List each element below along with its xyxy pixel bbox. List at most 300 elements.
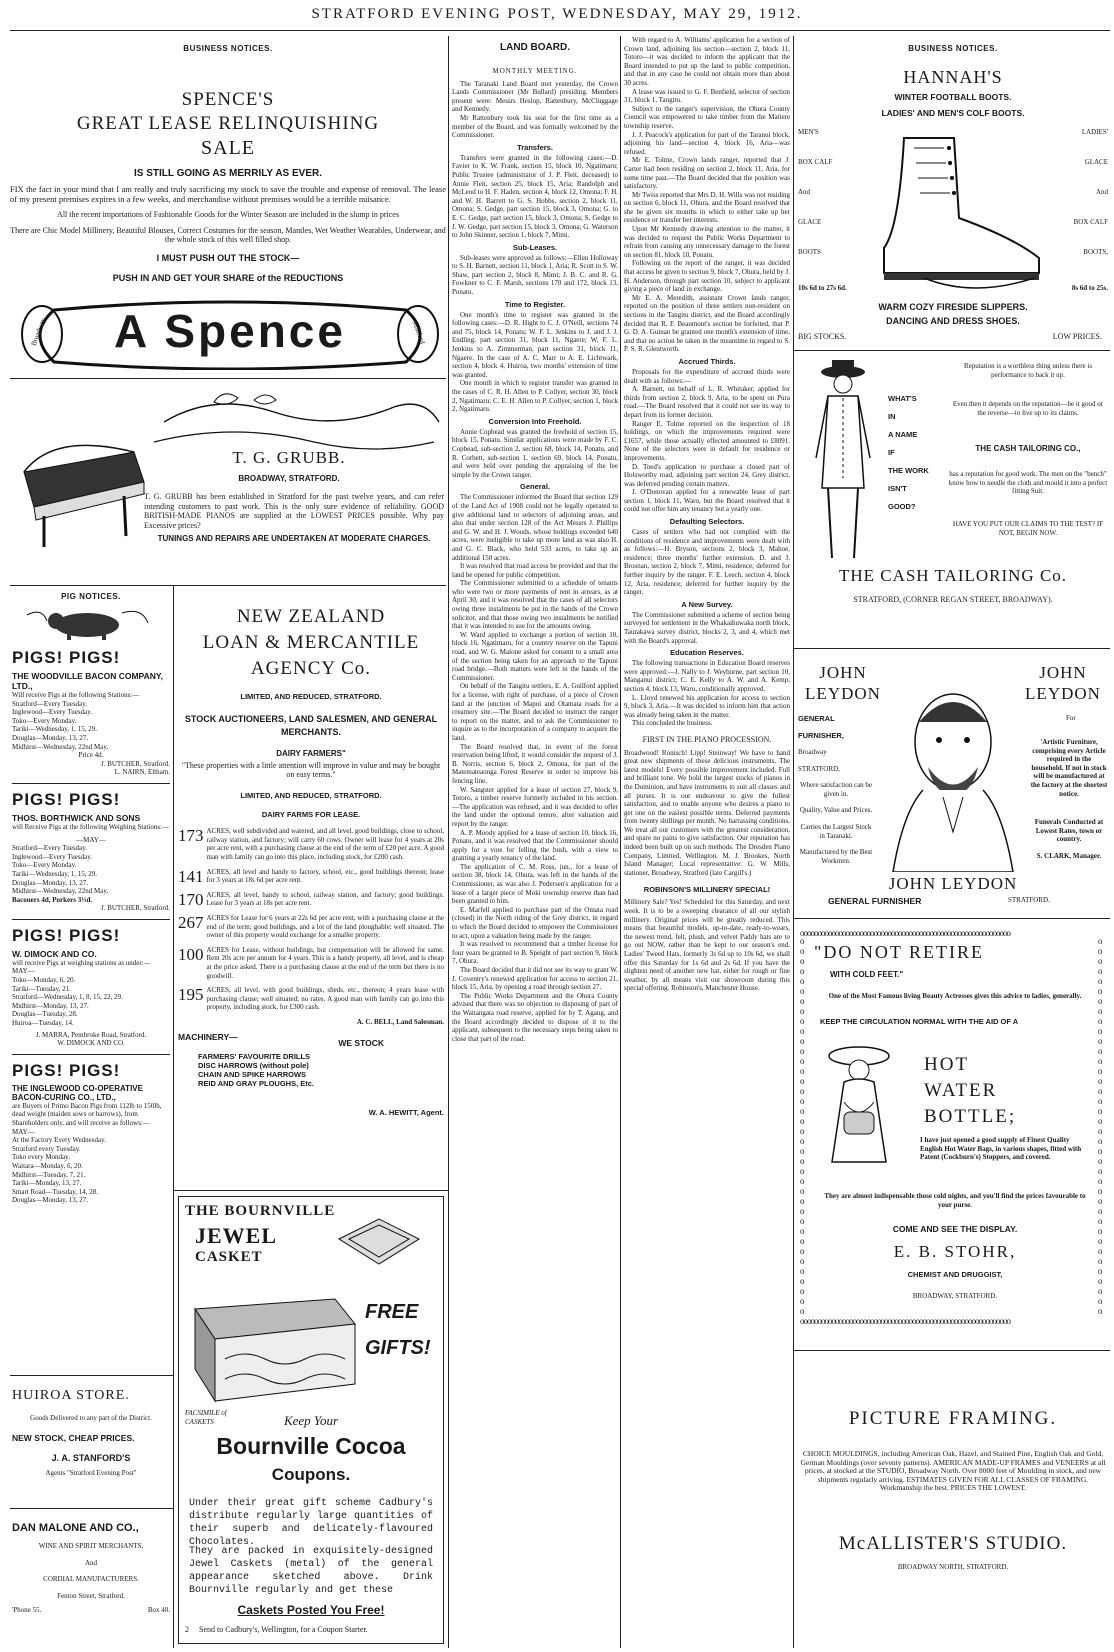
cash-rep: Even then it depends on the reputation—be it good or the reverse—to live up to its claims.: [952, 400, 1104, 417]
chain-link-icon: ο: [800, 1186, 805, 1196]
hannah-dancing: DANCING AND DRESS SHOES.: [886, 316, 1020, 326]
landboard-paragraph: Annie Copbead was granted the freehold of section 15, block 15, Ponatu. Similar applications were made by F. C. Copbead, sub-section 2, section 68, block 14, Ponatu, and R. Corbett, sub-section 1, section 69, block 14, Ponatu, and were held over pending the appraising of the fee simple by the Crown ranger.: [452, 427, 618, 479]
pig-block: [12, 648, 170, 777]
section-header: BUSINESS NOTICES.: [908, 44, 998, 53]
chain-link-icon: ο: [800, 1116, 805, 1126]
lot-item: [178, 891, 444, 908]
masthead: STRATFORD EVENING POST, WEDNESDAY, MAY 29, 1912.: [311, 6, 803, 22]
framing-advert: [798, 1356, 1108, 1646]
pig-line: Douglas—Monday, 13, 27.: [12, 1196, 88, 1205]
pig-line: Toko—Every Monday.: [12, 716, 77, 725]
section-header: PIG NOTICES.: [61, 592, 121, 601]
landboard-paragraph: With regard to A. Williams' application for a section of Crown land, adjoining his section—section 2, block 11, Totoro—it was decided to inform the applicant that the Board intended to put up the land to public competition, and that in any case he could not obtain more than about 30 acres.: [624, 36, 790, 87]
chain-link-icon: ο: [800, 1156, 805, 1166]
chain-link-icon: ο: [800, 1096, 805, 1106]
bournville-title: JEWEL: [195, 1223, 278, 1248]
landboard-paragraph: Mr E. A. Meredith, assistant Crown lands ranger, reported on the position of three settlers non-resident on sections in the Tangitu district, and the Board accordingly decided that R. F. Beaumont's section be forfeited, that P. G. D. A. Guinan be granted one month's extension of time, and that no action be taken in the meantime in regard to S. P. S. R. Glentworth.: [624, 293, 790, 354]
chain-link-icon: ο: [1098, 1266, 1103, 1276]
chain-link-icon: ο: [1098, 1056, 1103, 1066]
pig-line: Tariki—Wednesday, 1, 15, 29.: [12, 869, 98, 878]
nzloan-quote: "These properties with a little attention will improve in value and may be bought on easy terms.": [181, 761, 441, 779]
pig-block-body: Will receive Pigs at the following Stations:—: [12, 691, 140, 699]
hannah-left-labels: [798, 128, 858, 278]
stohr-essential: They are almost indispensable those cold nights, and you'll find the prices favourable to your purse.: [824, 1192, 1086, 1209]
hannah-low: LOW PRICES.: [1052, 332, 1102, 341]
page-number: 2: [185, 1625, 189, 1634]
casket-icon: [329, 1209, 429, 1279]
chain-link-icon: ο: [1098, 1296, 1103, 1306]
landboard-paragraph: W. Ward applied to exchange a portion of section 10, block 16, Ngatimaru, for a country reserve on the Tapuni road, and W. G. Malone asked for consent to a small area of the section being taken for an approach to the Tapuni road bridge.—Both matters were left in the hands of the Commissioner.: [452, 630, 618, 682]
stohr-advert: [800, 922, 1106, 1332]
lot-acres: 195: [178, 985, 204, 1005]
chain-link-icon: ο: [800, 956, 805, 966]
lot-acres: 170: [178, 889, 204, 909]
chain-link-icon: ο: [800, 1256, 805, 1266]
bournville-para: Under their great gift scheme Cadbury's distribute regularly large quantities of their superb and delicately-flavoured Chocolates.: [189, 1498, 433, 1548]
pig-line: Tariki—Monday, 13, 27.: [12, 1179, 82, 1188]
spence-subtitle: IS STILL GOING AS MERRILY AS EVER.: [134, 168, 322, 179]
spence-para: There are Chic Model Millinery, Beautiful Blouses, Correct Costumes for the season, Mantles, Wet Weather Wearables, Underwear, and the whole stock of this well filled shop.: [10, 225, 446, 244]
hannah-label: And: [798, 188, 811, 196]
pig-line: Waitara—Monday, 6, 20.: [12, 1161, 83, 1170]
landboard-paragraph: The Board resolved that, in event of the forest reservation being lifted, it would consider the request of J. B. Norris, section 6, block 2, Omona, for part of the Matemateaonga Forest Reserve in order to improve his fencing line.: [452, 742, 618, 785]
hannah-label: BOX CALF: [1073, 218, 1108, 226]
pig-block: [12, 790, 170, 913]
landboard-paragraph: Upon Mr Kennedy drawing attention to the matter, it was decided to request the Public Works Department to refrain from causing any unnecessary damage to the forest on section 81, block 10, Ponatu.: [624, 225, 790, 259]
chain-link-icon: ο: [800, 976, 805, 986]
pig-line: Stratford every Tuesday.: [12, 1144, 81, 1153]
chain-link-icon: ο: [1098, 1286, 1103, 1296]
section-rule: [10, 1375, 173, 1376]
pig-line: Huiroa—Tuesday, 14.: [12, 1019, 74, 1028]
stohr-keep: KEEP THE CIRCULATION NORMAL WITH THE AID OF A: [820, 1017, 1019, 1026]
lot-text: ACRES, well subdivided and watered, and all level, good buildings, close to school, railway station, and factory; will carry 60 cows. Owner will lease for 4 years at 20s per acre rent, with a purchasing clause at the end of the term of £20 per acre. A good man with family can go into this place, including stock, for £200 cash.: [206, 827, 444, 861]
boot-icon: [864, 128, 1044, 298]
chain-link-icon: ο: [1098, 1106, 1103, 1116]
chain-link-icon: ο: [1098, 1046, 1103, 1056]
spence-advert: [10, 36, 446, 294]
section-rule: [10, 585, 446, 586]
pig-line: Stratford—Wednesday, 1, 8, 15, 22, 29.: [12, 993, 123, 1002]
chain-link-icon: ο: [1098, 1196, 1103, 1206]
robinson-body: Millinery Sale? Yes! Scheduled for this Saturday, and next week. It is to be a sweeping clearance of all our stylish millinery. Original prices will be greatly reduced. This means that beautiful models, up-to-date, ready-to-wears, the newest trend, felt, plush, and velvet Paddy hats are to go out NOW, rather than be kept to our season's end. Ladies' Tweed Hats, formerly 3s 6d up to 10s 6d, we shall offer this Saturday for 1s 6d and 2s 6d. If you have the slightest need of another new hat, either for rough or fine weather, by all means visit our showroom during this special offering. Robinson's, Manchester House.: [624, 898, 790, 993]
landboard-subhead: A New Survey.: [681, 599, 733, 609]
hannah-advert: [798, 36, 1108, 348]
landboard-sub: MONTHLY MEETING.: [492, 67, 578, 75]
section-rule: [10, 378, 446, 379]
chain-link-icon: ο: [800, 1166, 805, 1176]
chain-link-icon: ο: [1098, 1246, 1103, 1256]
leydon-general: GENERAL FURNISHER: [828, 896, 922, 906]
hannah-warm: WARM COZY FIRESIDE SLIPPERS.: [878, 302, 1028, 312]
lot-item: [178, 914, 444, 940]
chain-link-icon: ο: [1098, 1166, 1103, 1176]
huiroa-line: Goods Delivered to any part of the District.: [30, 1414, 152, 1422]
machinery-label: MACHINERY—: [178, 1032, 238, 1043]
hannah-label: GLACE: [798, 218, 822, 226]
chain-link-icon: ο: [800, 1286, 805, 1296]
lady-icon: [814, 1042, 904, 1172]
chain-link-icon: ο: [800, 1016, 805, 1026]
section-header: BUSINESS NOTICES.: [183, 44, 273, 53]
chain-link-icon: ο: [800, 1216, 805, 1226]
pig-icon: [12, 605, 162, 641]
stohr-one: One of the Most Famous living Beauty Actresses gives this advice to ladies, generally.: [828, 992, 1082, 1000]
portrait-icon: [883, 672, 1023, 872]
landboard-paragraph: It was resolved to recommend that a timber license for four years be granted to B. Speight of part section 9, block 7, Ohura.: [452, 940, 618, 966]
stohr-chemist: CHEMIST AND DRUGGIST,: [907, 1270, 1003, 1279]
landboard-paragraph: The Commissioner submitted to a schedule of tenants who were two or more payments of rent in arrears, as at April 30, and it was resolved that the cases of all selectors owing three instalments be put in the hands of the Crown solicitor, and that those owing two instalments be notified that it was intended to sue for the amounts owing.: [452, 579, 618, 631]
cocoa-title: Bournville Cocoa: [216, 1433, 406, 1459]
chain-link-icon: ο: [1098, 976, 1103, 986]
landboard-body: [624, 36, 790, 728]
leydon-stratford: STRATFORD.: [1008, 896, 1050, 904]
landboard-paragraph: One month in which to register transfer was granted in the cases of C. R. H. Allen to P. Collyer, section 30, block 2, Ngatimaru; C. E. H. Allen to P. Collyer, section 1, block 2, Ngatimaru.: [452, 379, 618, 414]
malone-line: And: [84, 1558, 98, 1567]
lot-item: [178, 986, 444, 1012]
landboard-paragraph: A lease was issued to G. F. Benfield, selector of section 31, block 1, Tangitu.: [624, 87, 790, 105]
divider: [12, 919, 170, 920]
landboard-paragraph: J. O'Donovan applied for a renewable lease of part section 1, block 11, Waro, but the Board resolved that it could not offer him any tenancy but a yearly one.: [624, 488, 790, 514]
section-rule: [793, 918, 1110, 919]
chain-link-icon: ο: [1098, 1226, 1103, 1236]
malone-line: CORDIAL MANUFACTURERS.: [43, 1575, 139, 1584]
landboard-subhead: Time to Register.: [504, 299, 566, 309]
chain-link-icon: ο: [1098, 1096, 1103, 1106]
chain-link-icon: ο: [1098, 1276, 1103, 1286]
spence-logo: [14, 300, 446, 370]
malone-phone: [12, 1606, 170, 1615]
hannah-label: BOX CALF: [798, 158, 833, 166]
lot-acres: 173: [178, 826, 204, 846]
landboard-paragraph: Proposals for the expenditure of accrued thirds were dealt with as follows:—: [624, 367, 790, 385]
pig-line: MAY—: [12, 967, 35, 976]
malone-title: DAN MALONE AND CO.,: [12, 1522, 139, 1534]
landboard-paragraph: J. J. Peacock's application for part of the Taranui block, adjoining his land—section 4, block 16, Aria—was refused.: [624, 130, 790, 156]
column-rule: [620, 36, 621, 1648]
landboard-paragraph: W. Sangster applied for a lease of section 27, block 9, Totoro, a timber reserve formerly included in his section.—The application was refused, and it was decided to offer the land under the optional tenure, after valuation and report by the ranger.: [452, 785, 618, 828]
huiroa-advert: [12, 1380, 170, 1505]
leydon-name: JOHN LEYDON: [805, 663, 881, 703]
section-rule: [793, 648, 1110, 649]
landboard-paragraph: Following on the report of the ranger, it was decided that access be given to section 9, block 7, Ohura, held by J. H. Anderson, through part section 10, subject to applicant giving a piece of land in exchange.: [624, 259, 790, 294]
landboard-subhead: Sub-Leases.: [512, 242, 558, 252]
stohr-come: COME AND SEE THE DISPLAY.: [892, 1224, 1018, 1234]
hannah-sub: WINTER FOOTBALL BOOTS.: [894, 92, 1012, 102]
grubb-body: T. G. GRUBB has been established in Stratford for the past twelve years, and can refer intending customers to past work. This is the only sure evidence of reliability. GOOD BRITISH-MADE PIANOS are supplied at the LOWEST PRICES possible. Why pay Excessive prices?: [144, 492, 444, 530]
leydon-name: JOHN LEYDON: [1025, 663, 1101, 703]
pig-line: Stratford—Every Tuesday.: [12, 699, 87, 708]
landboard-paragraph: One month's time to register was granted in the following cases:—D. R. Hight to C. J. O'Neill, sections 74 and 75, block 14, Ponatu; W. F. L. Jenkins to J. and J. J. Endling, part section 31, block 11, Ngaere; W. F. L. Jenkins to A. Zimmerman, part section 31, block 11, Ngaere. In the case of A. C. Marr to A. E. Lichtwark, section 4, block 4, Huiroa, two months' extension of time was granted.: [452, 310, 618, 379]
logo-side-right: Stratford: [410, 318, 427, 346]
chain-link-icon: ο: [1098, 1176, 1103, 1186]
nzloan-title: LOAN & MERCANTILE: [202, 632, 420, 653]
spence-title: SALE: [201, 137, 255, 159]
hannah-price: 8s 6d to 25s.: [1071, 284, 1108, 292]
coupons-title: Coupons.: [271, 1465, 351, 1484]
leydon-left-line: STRATFORD,: [798, 764, 840, 773]
chain-link-icon: ο: [1098, 986, 1103, 996]
pig-line: Midhirst—Monday, 13, 27.: [12, 1001, 89, 1010]
malone-line: WINE AND SPIRIT MERCHANTS,: [38, 1542, 144, 1550]
landboard-subhead: Education Reserves.: [670, 648, 744, 658]
landboard-subhead: Transfers.: [517, 142, 553, 152]
cash-big-title: THE CASH TAILORING Co.: [838, 566, 1068, 585]
chain-link-icon: ο: [800, 1176, 805, 1186]
stohr-address: BROADWAY, STRATFORD.: [912, 1292, 998, 1300]
leydon-left-line: Carries the Largest Stock in Taranaki.: [800, 822, 872, 840]
keep-your: Keep Your: [283, 1413, 339, 1428]
westock-label: WE STOCK: [338, 1038, 384, 1049]
stohr-opened: I have just opened a good supply of Finest Quality English Hot Water Bags, in various shapes, fitted with Patent (Cockburn's) Stoppers, and covered.: [920, 1136, 1082, 1162]
column-rule: [173, 585, 174, 1648]
chain-link-icon: ο: [800, 1206, 805, 1216]
pig-line: Douglas—Monday, 13, 27.: [12, 878, 88, 887]
chain-link-icon: ο: [1098, 1006, 1103, 1016]
bournville-send: Send to Cadbury's, Wellington, for a Coupon Starter.: [199, 1625, 368, 1634]
chain-link-icon: ο: [1098, 1256, 1103, 1266]
pig-block-heading: PIGS! PIGS!: [12, 789, 121, 809]
grubb-name: T. G. GRUBB.: [232, 448, 346, 467]
huiroa-title: HUIROA STORE.: [12, 1388, 130, 1403]
pig-line: Toko—Every Monday.: [12, 861, 77, 870]
machinery-item: CHAIN AND SPIKE HARROWS: [198, 1070, 307, 1080]
stohr-retire: "DO NOT RETIRE: [814, 942, 985, 962]
leydon-manager: S. CLARK, Manager.: [1036, 852, 1102, 860]
top-rule: [10, 30, 1110, 31]
question-word: ISN'T: [888, 484, 907, 493]
pig-line: Price 4d.: [78, 751, 104, 760]
pig-line: Tariki—Wednesday, 1, 15, 29.: [12, 725, 98, 734]
chain-link-icon: ο: [800, 1146, 805, 1156]
pig-line: Smart Road—Tuesday, 14, 28.: [12, 1187, 99, 1196]
pig-block-lead: THOS. BORTHWICK AND SONS: [12, 812, 141, 823]
chain-link-icon: ο: [800, 1046, 805, 1056]
nzloan-agent: W. A. HEWITT, Agent.: [368, 1108, 444, 1118]
piano-icon: [14, 412, 154, 552]
pig-line: Toko—Monday, 6, 20.: [12, 976, 76, 985]
pig-line: Tariki—Tuesday, 21.: [12, 984, 71, 993]
chain-link-icon: ο: [800, 1266, 805, 1276]
pig-signature: J. MARRA, Pembroke Road, Stratford.: [35, 1030, 147, 1039]
nzloan-lease: DAIRY FARMS FOR LEASE.: [261, 810, 361, 820]
malone-box: Box 48.: [147, 1606, 170, 1615]
malone-line: Fenton Street, Stratford.: [57, 1591, 125, 1600]
landboard-paragraph: Mr E. Tolme, Crown lands ranger, reported that J. Carter had been residing on section 2, block 11, Aria, for some time past.—The Board decided that the position was satisfactory.: [624, 156, 790, 191]
gentleman-icon: [798, 358, 888, 568]
landboard-column-2: [624, 36, 790, 1646]
column-rule: [448, 36, 449, 1648]
chain-border: [800, 936, 808, 1316]
chain-link-icon: ο: [1098, 1306, 1103, 1316]
lot-acres: 141: [178, 866, 204, 886]
pig-block-heading: PIGS! PIGS!: [12, 648, 121, 667]
pig-line: Stratford—Every Tuesday.: [12, 844, 87, 853]
lot-item: [178, 946, 444, 980]
question-word: THE WORK: [888, 466, 929, 475]
bournville-advert: [178, 1196, 444, 1644]
chain-link-icon: ο: [800, 1196, 805, 1206]
leydon-left-line: Quality, Value and Prices.: [799, 806, 873, 815]
chain-link-icon: ο: [800, 966, 805, 976]
chain-link-icon: ο: [800, 1276, 805, 1286]
piano-body: Broadwood! Ronisch! Lipp! Steinway! We have to hand great new shipments of these delicious instruments. The latest models! Every possible improvement included. Full and brilliant tone. We hold the largest stocks of pianos in the Dominion, and have instruments to suit all classes and all purses. It is our endeavour to give the fullest satisfaction, and to enable anyone who desires a piano to get one on the easiest possible terms. Deferred payments from twenty shillings per month. No harrassing conditions. We treat all our customers with the greatest consideration, and spare no pains to give satisfaction. Our reputation has indeed been built up on such methods. The Dresden Piano Company, Limited, Wellington. M. J. Brookes, North Island Manager; Local representative: G. W. Mills, stationer, Broadway, Stratford (late Cargill's.): [624, 748, 790, 877]
leydon-funerals: Funerals Conducted at Lowest Rates, town or country.: [1034, 818, 1104, 844]
chain-link-icon: ο: [800, 1296, 805, 1306]
chain-link-icon: ο: [800, 1076, 805, 1086]
piano-title: FIRST IN THE PIANO PROCESSION.: [642, 734, 772, 744]
pig-block-body: will Receive Pigs at the following Weighing Stations:—: [12, 822, 169, 831]
huiroa-line: J. A. STANFORD'S: [51, 1452, 131, 1463]
stohr-cold: WITH COLD FEET.": [830, 970, 904, 979]
chain-link-icon: ο: [800, 1066, 805, 1076]
nzloan-stock: STOCK AUCTIONEERS, LAND SALESMEN, AND GENERAL MERCHANTS.: [184, 714, 438, 737]
chain-link-icon: ο: [1098, 1036, 1103, 1046]
pig-block-lead: THE INGLEWOOD CO-OPERATIVE BACON-CURING CO., LTD.,: [12, 1083, 143, 1102]
spence-push: I MUST PUSH OUT THE STOCK—: [156, 252, 300, 263]
lot-item: [178, 827, 444, 861]
leydon-right: 'Artistic Furniture, comprising every Article required in the household. If not in stock will be manufactured at the factory at the shortest notice.: [1030, 738, 1108, 798]
landboard-paragraph: A. Barnett, on behalf of L. R. Whitaker, applied for thirds from section 2, block 9, Aria, to be spent on Pura road.—The Board resolved that it could not see its way to depart from its former decision.: [624, 385, 790, 419]
pig-line: —MAY—: [76, 835, 106, 844]
cash-rep: has a reputation for good work. The men on the "bench" know how to needle the cloth and mould it into a perfect fitting Suit.: [948, 470, 1108, 496]
pig-line: Toko every Monday.: [12, 1153, 70, 1162]
leydon-left-line: Where satisfaction can be given in.: [799, 781, 873, 798]
nzloan-dairy: DAIRY FARMERS": [276, 749, 346, 758]
landboard-paragraph: The Commissioner informed the Board that section 129 of the Land Act of 1908 could not be legally operated to give additional land to selectors of adjoining areas, and also that under section 128 of the Act Messrs J. Phillips and G. W. and H. J. Woods, whose holdings exceeded 640 acres, were ineligible to take up more land as was also H. and G. C. Black, who held 533 acres, to take up an additional 150 acres.: [452, 493, 618, 562]
pig-line: Midhirst—Wednesday, 22nd May.: [12, 742, 109, 751]
chain-link-icon: ο: [1098, 1156, 1103, 1166]
landboard-paragraph: It was resolved that road access be provided and that the land be opened for public competition.: [452, 562, 618, 579]
pig-signature: L. NAIRN, Eltham.: [114, 768, 170, 777]
chain-link-icon: ο: [1098, 956, 1103, 966]
pig-notices: [12, 588, 170, 1373]
chain-link-icon: ο: [1098, 1026, 1103, 1036]
landboard-column-1: [452, 36, 618, 1646]
grubb-address: BROADWAY, STRATFORD.: [238, 474, 340, 483]
hannah-right-labels: [1048, 128, 1108, 278]
gifts-label: GIFTS!: [365, 1337, 431, 1359]
chain-link-icon: ο: [800, 1246, 805, 1256]
landboard-paragraph: The Public Works Department and the Ohura County advised that there was no objection to disposing of part of the Waitangata road reserve, applied for by T. Agang, and the Board accordingly decided to dispose of it to the applicant, subsequent to the necessary steps being taken to close that part of the road.: [452, 991, 618, 1043]
section-rule: [10, 1508, 173, 1509]
spence-push: PUSH IN AND GET YOUR SHARE of the REDUCTIONS: [112, 272, 344, 283]
pig-signature: J. BUTCHER, Stratford.: [100, 759, 170, 768]
chain-link-icon: ο: [800, 1056, 805, 1066]
chain-border: [1098, 936, 1106, 1316]
pig-block-lead: W. DIMOCK AND CO.: [12, 948, 97, 959]
leydon-left-line: Broadway: [798, 748, 827, 756]
landboard-paragraph: On behalf of the Tangitu settlers, E. A. Guilford applied for a license, with right of purchase, of a piece of Crown land at the junction of Mapui and Otamata roads for a creamery site.—The Board decided to instruct the ranger to report on the matter, and to ask the Commissioner to inquire as to the incorporation of a company to acquire the land.: [452, 682, 618, 742]
machinery-item: REID AND GRAY PLOUGHS, Etc.: [198, 1079, 314, 1089]
chain-link-icon: ο: [1098, 1186, 1103, 1196]
chain-link-icon: ο: [1098, 966, 1103, 976]
hannah-name: HANNAH'S: [903, 67, 1003, 87]
hannah-label: MEN'S: [798, 128, 819, 136]
chain-link-icon: ο: [800, 936, 805, 946]
landboard-paragraph: Ranger E. Tolme reported on the inspection of 18 holdings, on which the improvements required were £1657, while those actually effected amounted to £8091. None of the selectors were in default for residence or improvements.: [624, 419, 790, 462]
grubb-tuning: TUNINGS AND REPAIRS ARE UNDERTAKEN AT MODERATE CHARGES.: [157, 534, 431, 543]
nzloan-advert: [178, 590, 444, 1190]
pig-line: Douglas—Tuesday, 28.: [12, 1010, 78, 1019]
hannah-label: And: [1095, 188, 1108, 196]
pig-signature: J. BUTCHER, Stratford.: [100, 904, 170, 913]
landboard-paragraph: The Board decided that it did not see its way to grant W. J. Coventry's renewed application for access to section 21, block 15, Aria, by opening a road through section 27.: [452, 966, 618, 992]
nzloan-limited2: LIMITED, AND REDUCED, STRATFORD.: [240, 791, 382, 801]
lot-text: ACRES for Lease for 6 years at 22s 6d per acre rent, with a purchasing clause at the end of the term; good buildings, and a lot of the land ploughable; well situated. The owner of this property would exchange for a smaller property.: [206, 913, 444, 940]
leydon-left: [798, 714, 874, 865]
landboard-subhead: Accrued Thirds.: [678, 356, 736, 366]
landboard-paragraph: The following transactions in Education Board reserves were approved:—J. Nally to J. Weyburne, part section 10, Manganui district; C. E. Kelly to A. W. and A. Kemp, section 4, block 13, Waro, conditionally approved.: [624, 659, 790, 693]
cash-tailoring-advert: [798, 354, 1108, 644]
logo-text: A Spence: [114, 305, 346, 357]
chain-border: οοοοοοοοοοοοοοοοοοοοοοοοοοοοοοοοοοοοοοοοοοοοοοοοοοοοοοοοοοοο: [800, 1316, 1010, 1326]
chain-link-icon: ο: [1098, 1136, 1103, 1146]
question-stack: [888, 394, 948, 520]
chain-link-icon: ο: [1098, 1146, 1103, 1156]
pig-line: Midhirst—Wednesday, 22nd May.: [12, 887, 109, 896]
leydon-left-line: Manufactured by the Best Workmen.: [799, 848, 873, 865]
stohr-hot: HOT: [924, 1054, 970, 1075]
chain-link-icon: ο: [800, 1226, 805, 1236]
question-word: GOOD?: [888, 502, 916, 511]
chain-link-icon: ο: [1098, 1016, 1103, 1026]
hannah-label: BOOTS: [798, 248, 821, 256]
landboard-paragraph: L. Lloyd renewed his application for access to section 9, block 3, Aria.—It was decided to inform him that action was already being taken in the matter.: [624, 693, 790, 719]
pig-line: Midhirst—Tuesday, 7, 21.: [12, 1170, 86, 1179]
pig-block: [12, 1061, 170, 1205]
hannah-label: BOOTS,: [1083, 248, 1108, 256]
pig-block-body: are Buyers of Primo Bacon Pigs from 112lb to 150lb, dead weight (maiden sows or barrows), from Shareholders only, and will receive as follows:—: [12, 1101, 162, 1127]
divider: [12, 783, 170, 784]
nzloan-title: AGENCY Co.: [250, 658, 372, 679]
cash-have: HAVE YOU PUT OUR CLAIMS TO THE TEST? IF NOT, BEGIN NOW.: [952, 520, 1104, 537]
chain-link-icon: ο: [800, 1026, 805, 1036]
spence-para: All the recent importations of Fashionable Goods for the Winter Season are included in the slump in prices: [57, 210, 399, 219]
chain-link-icon: ο: [1098, 946, 1103, 956]
hannah-sub: LADIES' AND MEN'S COLF BOOTS.: [881, 108, 1025, 118]
chain-link-icon: ο: [800, 1106, 805, 1116]
landboard-paragraph: Sub-leases were approved as follows:—Ellen Holloway to S. H. Barnett, section 11, block 1, Aria; R. Scott to S. W. Shaw, part section 2, block 8, Mimi; J. B. C. and R. G. Fowkner to C. F. Marsh, sections 170 and 172, block 13, Ponatu.: [452, 253, 618, 297]
divider: [12, 1054, 170, 1055]
column-rule: [793, 36, 794, 1648]
chain-border: οοοοοοοοοοοοοοοοοοοοοοοοοοοοοοοοοοοοοοοοοοοοοοοοοοοοοοοοοοοο: [800, 928, 1010, 938]
lot-acres: 267: [178, 912, 204, 932]
chain-link-icon: ο: [1098, 1116, 1103, 1126]
hannah-label: LADIES': [1081, 128, 1108, 136]
logo-side-left: Broadway: [29, 317, 48, 347]
chain-link-icon: ο: [1098, 1216, 1103, 1226]
pig-block-lead: THE WOODVILLE BACON COMPANY, LTD.,: [12, 671, 163, 691]
chain-link-icon: ο: [800, 1006, 805, 1016]
casket-icon: [185, 1269, 365, 1409]
bournville-posted: Caskets Posted You Free!: [237, 1603, 385, 1617]
cash-the: THE CASH TAILORING CO.,: [975, 444, 1081, 453]
chain-link-icon: ο: [1098, 1076, 1103, 1086]
stohr-water: WATER: [924, 1080, 998, 1101]
bournville-title: THE BOURNVILLE: [185, 1203, 336, 1219]
lot-text: ACRES, all level, handy to school, railway station, and factory; good buildings. Lease for 3 years at 18s per acre rent.: [206, 890, 444, 908]
chain-link-icon: ο: [1098, 1236, 1103, 1246]
machinery-item: FARMERS' FAVOURITE DRILLS: [198, 1052, 311, 1062]
chain-link-icon: ο: [1098, 996, 1103, 1006]
framing-studio: McALLISTER'S STUDIO.: [838, 1532, 1068, 1554]
cash-rep: Reputation is a worthless thing unless there is performance to back it up.: [963, 362, 1093, 379]
spence-para: FIX the fact in your mind that I am really and truly sacrificing my stock to save the trouble and expense of removal. The lease of my present premises expires in a few weeks, and merchandise without premises would be a terrible nuisance.: [10, 184, 446, 204]
machinery-row: [178, 1032, 444, 1048]
free-label: FREE: [365, 1301, 419, 1323]
landboard-paragraph: Mr Twiss reported that Mrs D. H. Wills was not residing on section 6, block 11, Ohura, and the Board resolved that she be given six months in which to either take up her residence or transfer her interests.: [624, 190, 790, 225]
